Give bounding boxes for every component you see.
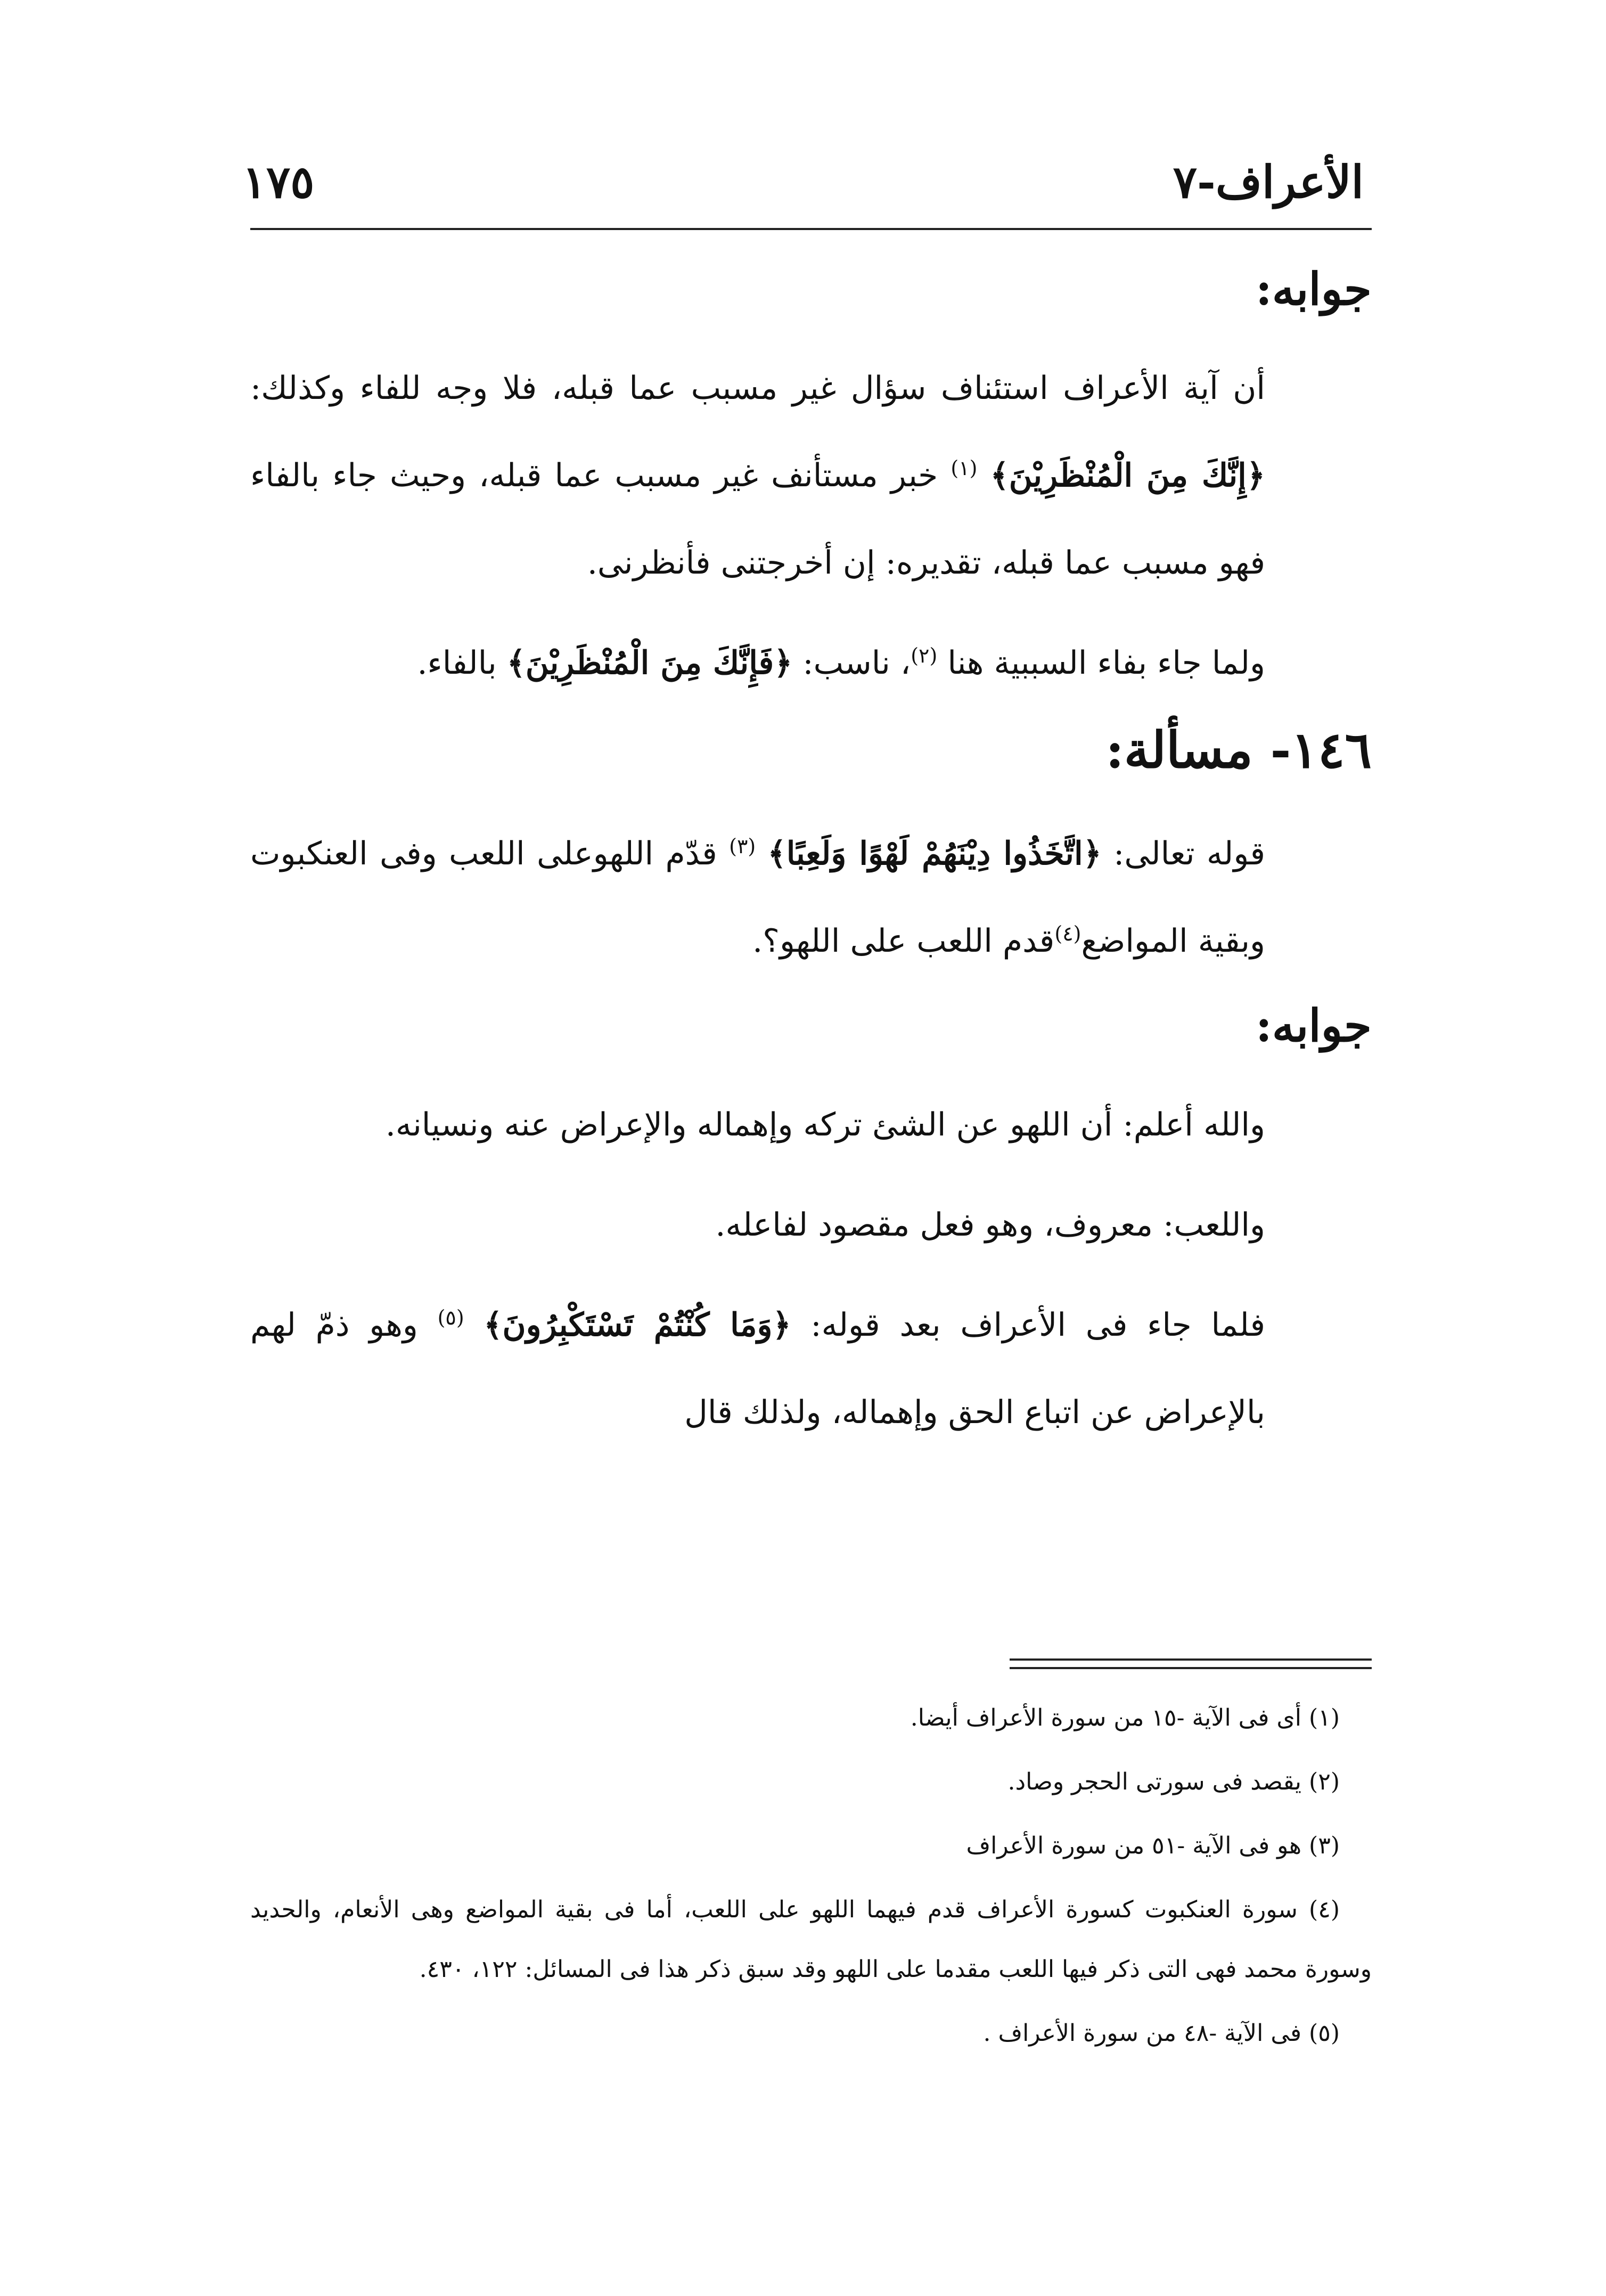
- footnote-ref-5: (٥): [437, 1305, 464, 1329]
- paragraph-1: [250, 345, 1265, 607]
- footnote-1: (١) أى فى الآية -١٥ من سورة الأعراف أيضا.: [910, 1704, 1340, 1731]
- paragraph-2: [250, 619, 1265, 707]
- answer-heading-1: جوابه:: [1255, 263, 1372, 315]
- answer-heading-2: جوابه:: [1255, 999, 1372, 1052]
- paragraph-6: [250, 1281, 1265, 1456]
- footnote-ref-1: (١): [951, 456, 978, 480]
- header-rule: [250, 228, 1372, 230]
- quran-verse-4: ﴿وَمَا كُنْتُمْ تَسْتَكْبِرُونَ﴾: [484, 1306, 791, 1344]
- paragraph-3-text-c: قدم اللعب على اللهو؟.: [752, 922, 1055, 960]
- paragraph-2-text-b: ، ناسب:: [792, 644, 911, 682]
- quran-verse-3: ﴿اتَّخَذُوا دِيْنَهُمْ لَهْوًا وَلَعِبًا﴾: [767, 835, 1102, 872]
- quran-verse-2: ﴿فَإِنَّكَ مِنَ الْمُنْظَرِيْنَ﴾: [506, 644, 793, 682]
- paragraph-4: والله أعلم: أن اللهو عن الشئ تركه وإهماله والإعراض عنه ونسيانه.: [385, 1106, 1265, 1143]
- footnote-2: (٢) يقصد فى سورتى الحجر وصاد.: [1007, 1768, 1340, 1795]
- paragraph-6-text-b: وهو ذمّ لهم بالإعراض عن اتباع الحق وإهماله، ولذلك قال: [250, 1306, 1265, 1431]
- running-title: الأعراف-٧: [1173, 156, 1364, 208]
- question-heading: ١٤٦- مسألة:: [1105, 721, 1372, 780]
- footnote-ref-4: (٤): [1054, 921, 1081, 945]
- page-number: ١٧٥: [242, 156, 315, 208]
- quran-verse-1: ﴿إِنَّكَ مِنَ الْمُنْظَرِيْنَ﴾: [990, 457, 1265, 494]
- footnotes: [250, 1688, 1372, 2068]
- footnote-4: (٤) سورة العنكبوت كسورة الأعراف قدم فيهما اللهو على اللعب، أما فى بقية المواضع وهى الأنعام، والحديد وسورة محمد فهى التى ذكر فيها اللعب مقدما على اللهو وقد سبق ذكر هذا فى المسائل: ١٢٢، ٤٣٠.: [250, 1896, 1372, 1983]
- footnote-3: (٣) هو فى الآية -٥١ من سورة الأعراف: [966, 1832, 1340, 1859]
- main-text: [250, 261, 1372, 1469]
- paragraph-2-text-c: بالفاء.: [417, 644, 507, 682]
- footnote-ref-3: (٣): [729, 834, 756, 858]
- paragraph-3: [250, 810, 1265, 985]
- paragraph-6-text-a: فلما جاء فى الأعراف بعد قوله:: [791, 1306, 1265, 1344]
- footnote-ref-2: (٢): [911, 644, 938, 667]
- paragraph-1-text-a: أن آية الأعراف استئناف سؤال غير مسبب عما قبله، فلا وجه للفاء وكذلك:: [250, 370, 1265, 407]
- paragraph-5: واللعب: معروف، وهو فعل مقصود لفاعله.: [715, 1206, 1265, 1244]
- paragraph-3-text-b: قدّم اللهوعلى اللعب وفى العنكبوت وبقية المواضع: [250, 835, 1265, 960]
- paragraph-3-text-a: قوله تعالى:: [1101, 835, 1266, 872]
- paragraph-2-text-a: ولما جاء بفاء السببية هنا: [937, 644, 1265, 682]
- footnote-5: (٥) فى الآية -٤٨ من سورة الأعراف .: [983, 2020, 1340, 2047]
- paragraph-1-text-b: خبر مستأنف غير مسبب عما قبله، وحيث جاء بالفاء فهو مسبب عما قبله، تقديره: إن أخرجتنى فأنظرنى.: [250, 457, 1265, 582]
- footnote-separator: [1010, 1658, 1372, 1669]
